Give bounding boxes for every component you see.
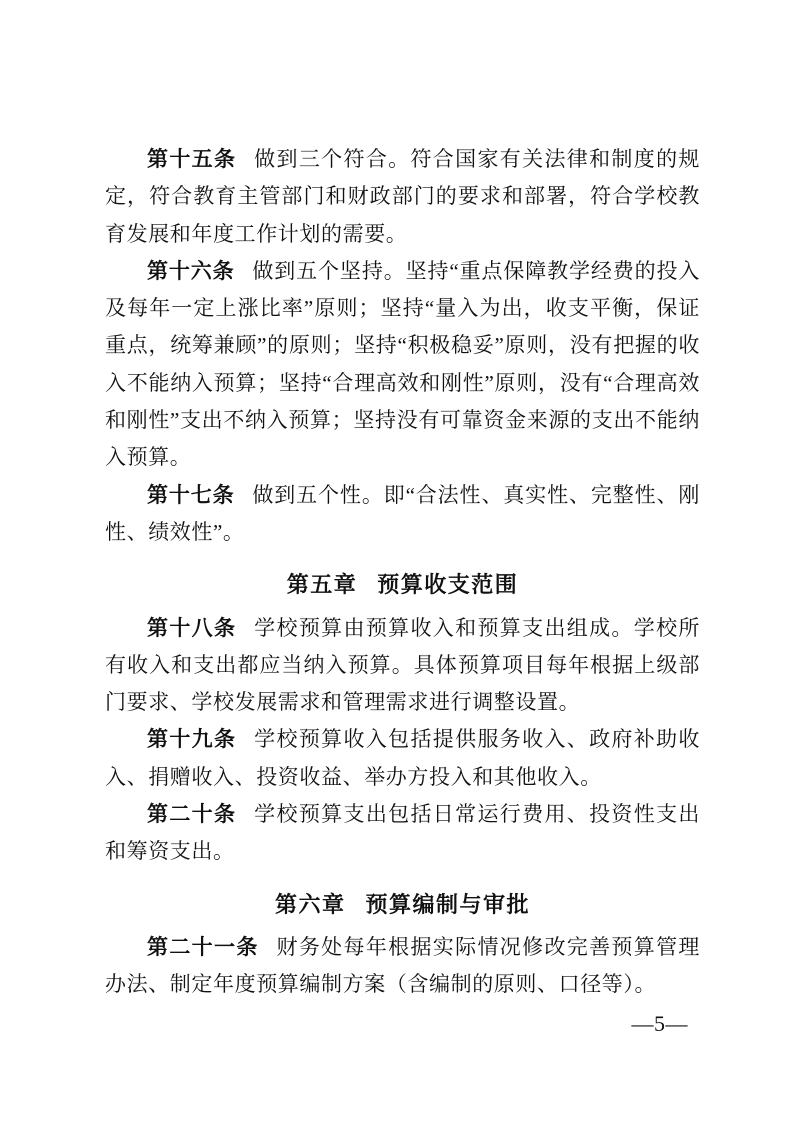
article-number: 第十九条 xyxy=(147,727,237,752)
article-number: 第十五条 xyxy=(147,147,237,171)
article-number: 第二十一条 xyxy=(147,934,259,959)
article-text: 做到五个坚持。坚持“重点保障教学经费的投入及每年一定上涨比率”原则；坚持“量入为出，收支平衡，保证重点，统筹兼顾”的原则；坚持“积极稳妥”原则，没有把握的收入不能纳入预算；坚持“合理高效和刚性”原则，没有“合理高效和刚性”支出不纳入预算；坚持没有可靠资金来源的支出不能纳入预算。 xyxy=(105,258,700,470)
chapter-number: 第五章 xyxy=(286,572,358,598)
article-paragraph xyxy=(105,141,700,253)
article-text: 财务处每年根据实际情况修改完善预算管理办法、制定年度预算编制方案（含编制的原则、口径等）。 xyxy=(105,934,701,997)
article-paragraph xyxy=(105,796,700,871)
article-text: 做到五个性。即“合法性、真实性、完整性、刚性、绩效性”。 xyxy=(105,482,700,544)
document-body xyxy=(105,141,700,1039)
article-paragraph xyxy=(105,721,700,796)
chapter-number: 第六章 xyxy=(274,891,346,917)
article-paragraph xyxy=(105,929,700,1004)
article-text: 学校预算支出包括日常运行费用、投资性支出和筹资支出。 xyxy=(105,802,701,864)
article-paragraph xyxy=(105,610,700,722)
chapter-title: 预算收支范围 xyxy=(377,572,519,598)
article-number: 第二十条 xyxy=(147,802,237,827)
article-number: 第十七条 xyxy=(147,482,235,507)
chapter-heading xyxy=(105,566,700,603)
page-number: —5— xyxy=(631,1010,688,1036)
article-paragraph xyxy=(105,477,700,552)
chapter-heading xyxy=(105,886,700,923)
article-number: 第十六条 xyxy=(147,258,235,283)
article-text: 学校预算收入包括提供服务收入、政府补助收入、捐赠收入、投资收益、举办方投入和其他收入。 xyxy=(105,727,701,789)
chapter-title: 预算编制与审批 xyxy=(365,891,531,917)
article-text: 学校预算由预算收入和预算支出组成。学校所有收入和支出都应当纳入预算。具体预算项目每年根据上级部门要求、学校发展需求和管理需求进行调整设置。 xyxy=(105,615,701,715)
article-text: 做到三个符合。符合国家有关法律和制度的规定，符合教育主管部门和财政部门的要求和部署，符合学校教育发展和年度工作计划的需要。 xyxy=(105,147,701,246)
article-paragraph xyxy=(105,253,700,477)
article-number: 第十八条 xyxy=(147,615,237,640)
